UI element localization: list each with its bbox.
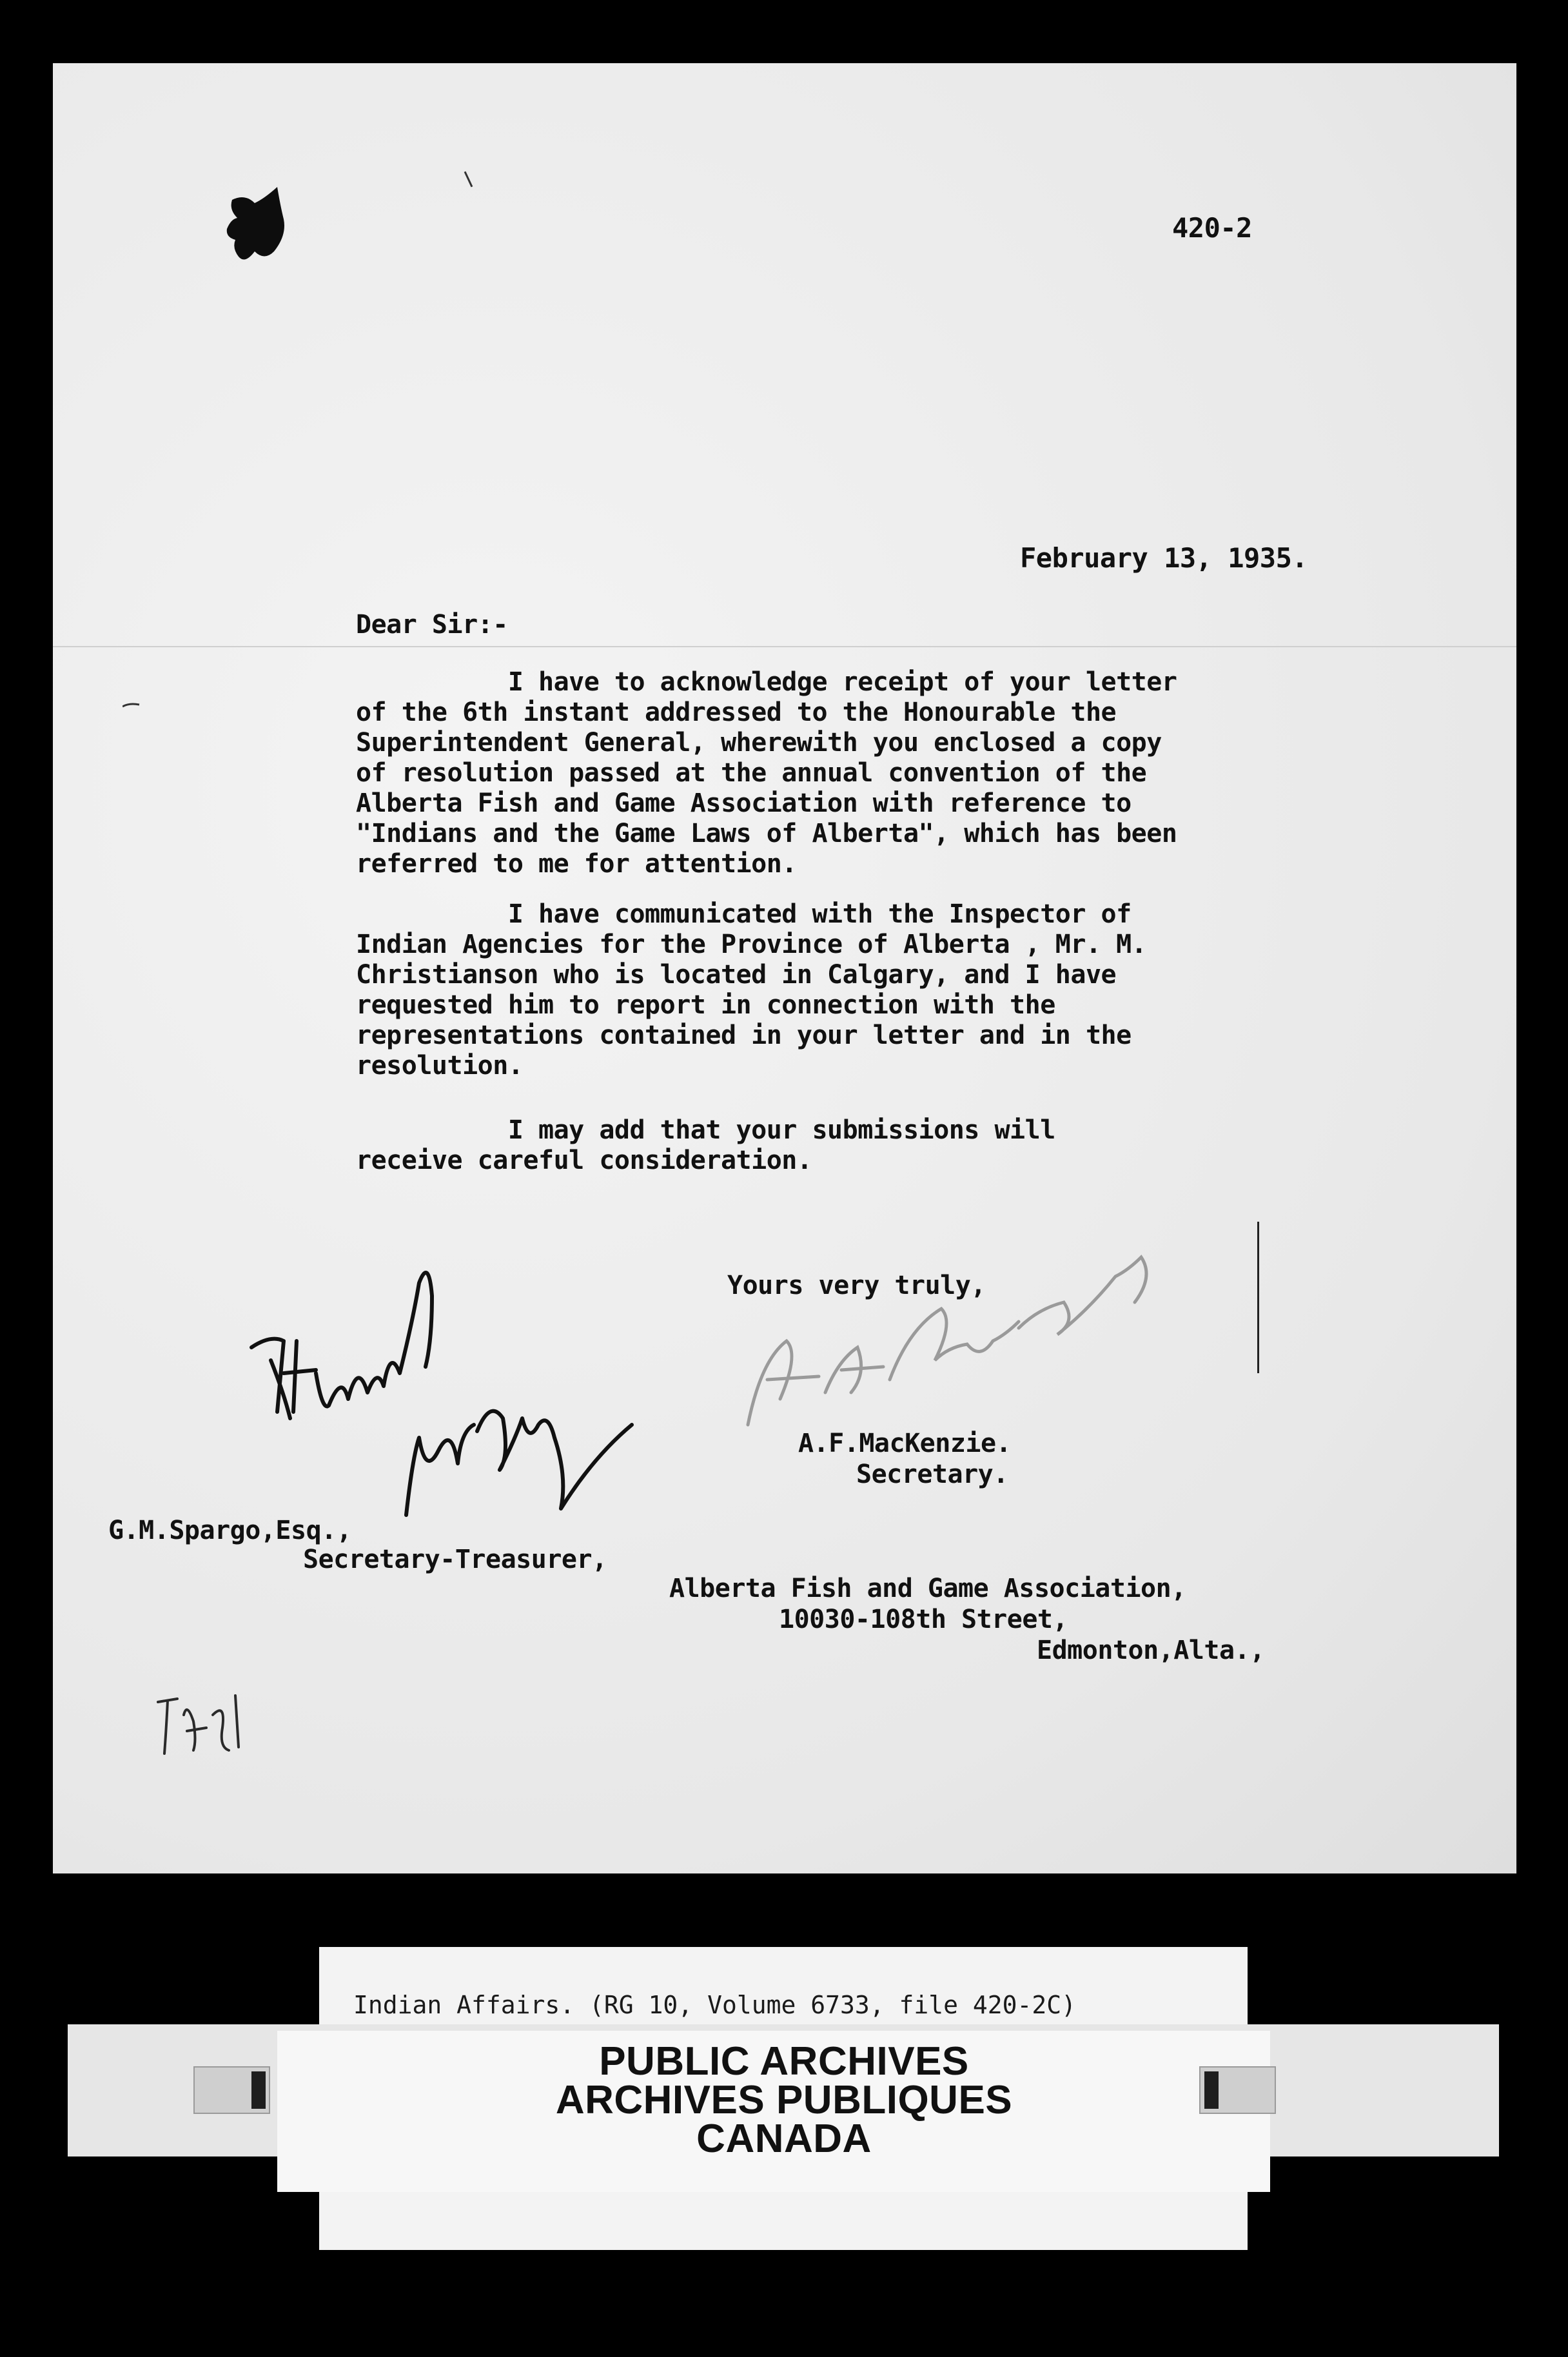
addressee-street: 10030-108th Street, bbox=[779, 1605, 1068, 1634]
pencil-file-mark bbox=[148, 1676, 258, 1760]
closing-phrase: Yours very truly, bbox=[727, 1271, 986, 1300]
archive-stamp-line: ARCHIVES PUBLIQUES bbox=[555, 2078, 1013, 2122]
reference-number: 420-2 bbox=[1172, 212, 1252, 244]
body-paragraph: I have to acknowledge receipt of your letter of the 6th instant addressed to the Honourable the Superintendent General, wherewith you enclosed a copy of resolution passed at the annual convention of the Alberta Fish and Game Association with reference to "Indians and the Game Laws of Alberta", which has been referred to me for attention. bbox=[356, 667, 1177, 879]
signer-title: Secretary. bbox=[856, 1460, 1008, 1489]
body-paragraph: I may add that your submissions will receive careful consideration. bbox=[356, 1115, 1055, 1175]
paper-fold-line bbox=[53, 646, 1516, 647]
letter-date: February 13, 1935. bbox=[1020, 542, 1308, 574]
ink-blot-mark bbox=[219, 181, 297, 271]
addressee-city: Edmonton,Alta., bbox=[1037, 1636, 1265, 1665]
salutation: Dear Sir:- bbox=[356, 610, 508, 640]
addressee-organization: Alberta Fish and Game Association, bbox=[669, 1574, 1186, 1603]
signer-name: A.F.MacKenzie. bbox=[798, 1429, 1012, 1458]
archive-stamp-line: PUBLIC ARCHIVES bbox=[599, 2039, 969, 2084]
archive-source-line: Indian Affairs. (RG 10, Volume 6733, file 420-2C) bbox=[353, 1991, 1077, 2019]
body-paragraph: I have communicated with the Inspector of Indian Agencies for the Province of Alberta , Mr. M. Christianson who is located in Calgary, and I have requested him to report in connection with the representations contained in your letter and in the resolution. bbox=[356, 899, 1147, 1081]
archive-stamp-line: CANADA bbox=[696, 2117, 872, 2161]
margin-rule bbox=[1257, 1222, 1259, 1373]
addressee-name: G.M.Spargo,Esq., bbox=[108, 1516, 352, 1545]
handwritten-initials bbox=[245, 1244, 645, 1528]
addressee-title: Secretary-Treasurer, bbox=[303, 1545, 607, 1574]
handwritten-signature bbox=[729, 1231, 1193, 1444]
pencil-mark bbox=[122, 703, 141, 708]
